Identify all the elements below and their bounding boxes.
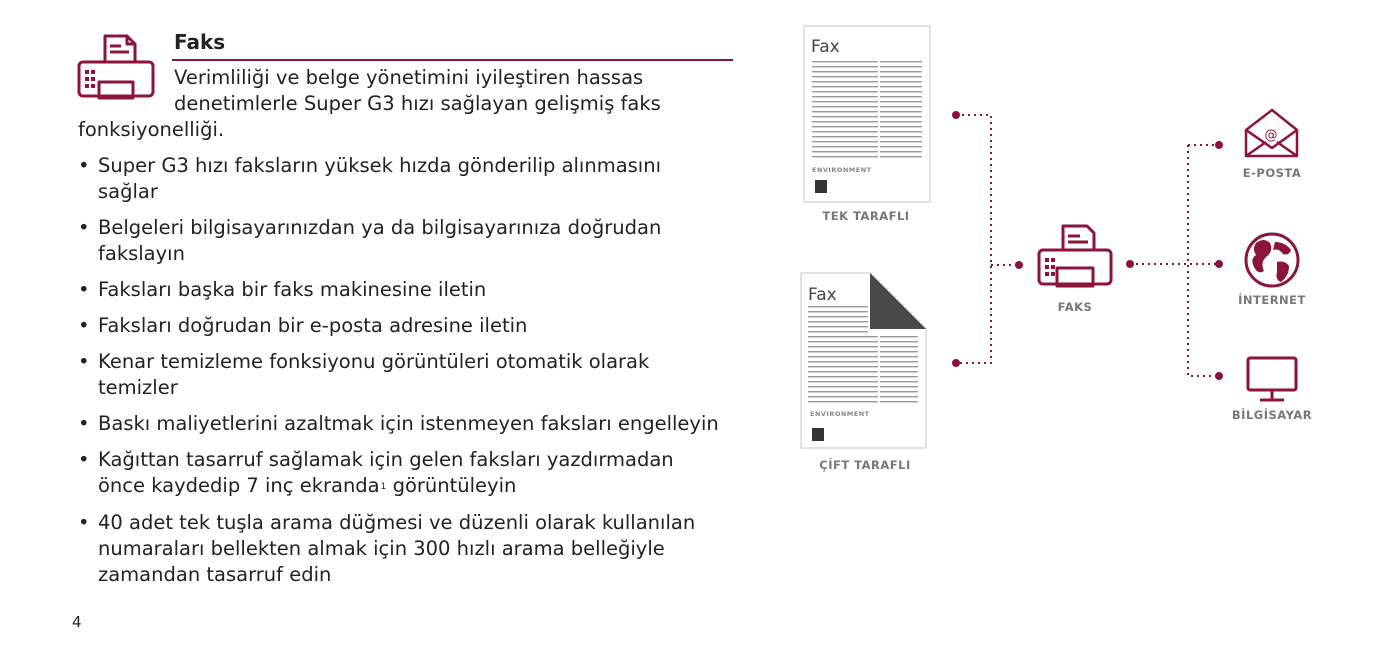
- doc-footer: ENVIRONMENT: [812, 166, 872, 174]
- fax-hub-icon: [1039, 226, 1111, 286]
- list-item: [78, 447, 708, 500]
- list-item: • Faksları başka bir faks makinesine iletin: [78, 277, 738, 303]
- diagram-graphic: [770, 10, 1370, 510]
- list-item: • Faksları doğrudan bir e-posta adresine iletin: [78, 313, 738, 339]
- list-item: • 40 adet tek tuşla arama düğmesi ve düzenli olarak kullanılan numaraları bellekten almak için 300 hızlı arama belleğiyle zamandan tasarruf edin: [78, 510, 723, 588]
- list-item: • Belgeleri bilgisayarınızdan ya da bilgisayarınıza doğrudan fakslayın: [78, 215, 698, 267]
- doc-heading: Fax: [808, 285, 837, 305]
- doc-heading: Fax: [811, 37, 840, 57]
- intro-line: fonksiyonelliği.: [78, 118, 225, 141]
- intro-paragraph: [78, 65, 738, 143]
- output-connector: [1130, 145, 1219, 376]
- fax-workflow-diagram: [770, 10, 1370, 510]
- computer-label: BİLGİSAYAR: [1231, 408, 1313, 422]
- globe-icon: [1246, 234, 1298, 286]
- footnote-marker: 1: [380, 482, 387, 492]
- monitor-icon: [1248, 358, 1296, 400]
- email-label: E-POSTA: [1242, 166, 1302, 180]
- title-divider: [172, 59, 733, 61]
- double-sided-document: [770, 273, 926, 448]
- section-title: Faks: [174, 30, 226, 54]
- input-connector: [956, 115, 1019, 363]
- single-sided-document: [780, 26, 930, 202]
- page-number: 4: [72, 613, 82, 631]
- list-item: • Kenar temizleme fonksiyonu görüntüleri otomatik olarak temizler: [78, 349, 698, 401]
- intro-line: Verimliliği ve belge yönetimini iyileştiren hassas: [174, 66, 644, 89]
- feature-list: [78, 153, 738, 598]
- intro-line: denetimlerle Super G3 hızı sağlayan gelişmiş faks: [174, 92, 661, 115]
- doc-footer: ENVIRONMENT: [810, 410, 870, 418]
- internet-label: İNTERNET: [1238, 293, 1306, 307]
- list-item: • Super G3 hızı faksların yüksek hızda gönderilip alınmasını sağlar: [78, 153, 698, 205]
- list-item: • Baskı maliyetlerini azaltmak için istenmeyen faksları engelleyin: [78, 411, 738, 437]
- single-sided-label: TEK TARAFLI: [822, 209, 910, 223]
- list-item-text: görüntüleyin: [386, 474, 517, 497]
- fax-label: FAKS: [1057, 300, 1093, 314]
- at-symbol: @: [1264, 128, 1278, 143]
- list-item-text: Kağıttan tasarruf sağlamak için gelen faksları yazdırmadan önce kaydedip 7 inç ekranda: [98, 448, 674, 497]
- double-sided-label: ÇİFT TARAFLI: [819, 458, 911, 472]
